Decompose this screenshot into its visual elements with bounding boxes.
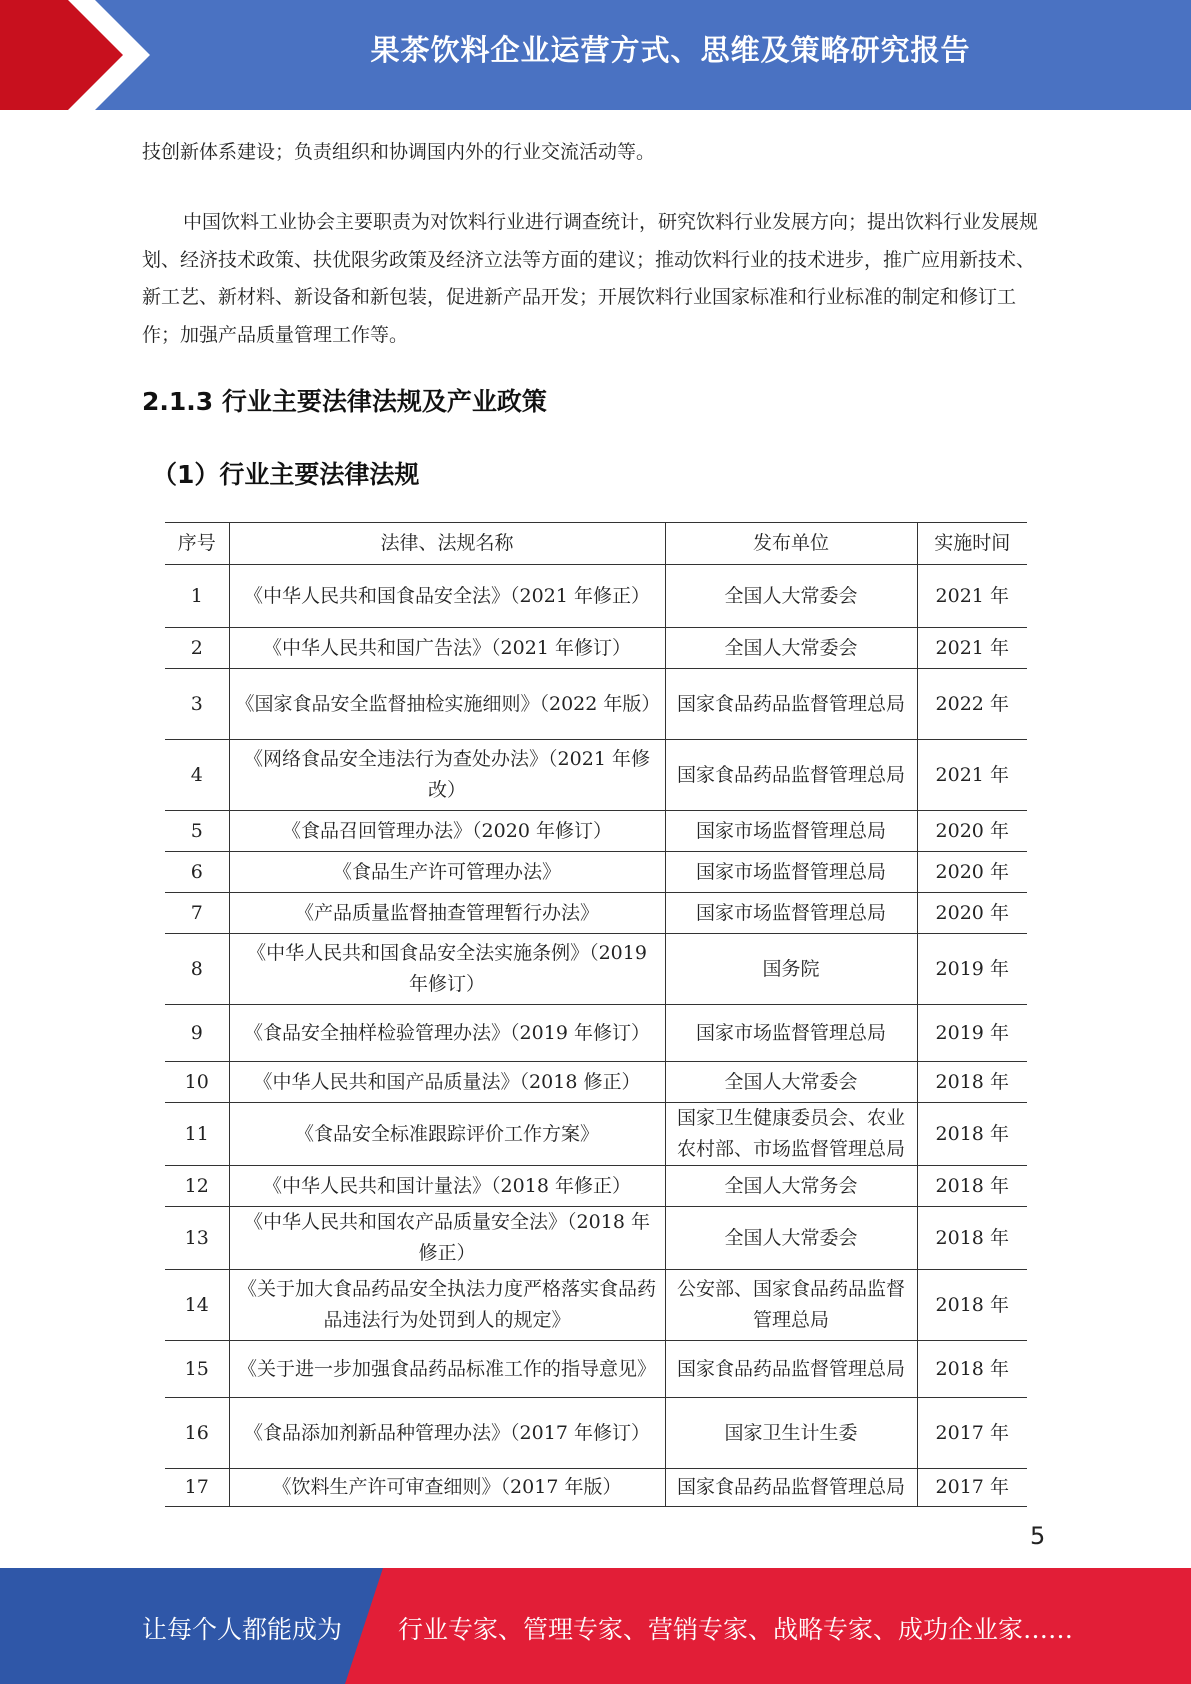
page-number: 5: [1030, 1522, 1046, 1550]
effective-date: 2020 年: [917, 852, 1027, 893]
law-name: 《中华人民共和国计量法》（2018 年修正）: [229, 1166, 665, 1207]
row-index: 15: [165, 1341, 229, 1398]
issuer: 国务院: [665, 934, 917, 1005]
law-name: 《国家食品安全监督抽检实施细则》（2022 年版）: [229, 669, 665, 740]
row-index: 4: [165, 740, 229, 811]
table-row: [165, 1341, 1027, 1398]
report-title: 果茶饮料企业运营方式、思维及策略研究报告: [370, 33, 971, 67]
issuer: 国家市场监督管理总局: [665, 811, 917, 852]
table-row: [165, 893, 1027, 934]
row-index: 9: [165, 1005, 229, 1062]
table-body: [165, 565, 1027, 1507]
laws-table-container: [165, 522, 1027, 1498]
row-index: 1: [165, 565, 229, 628]
column-header-effective-date: 实施时间: [917, 523, 1027, 565]
column-header-issuer: 发布单位: [665, 523, 917, 565]
row-index: 6: [165, 852, 229, 893]
table-row: [165, 1207, 1027, 1270]
table-row: [165, 565, 1027, 628]
effective-date: 2017 年: [917, 1469, 1027, 1507]
effective-date: 2018 年: [917, 1270, 1027, 1341]
issuer: 全国人大常务会: [665, 1166, 917, 1207]
table-row: [165, 852, 1027, 893]
subsection-heading: （1）行业主要法律法规: [152, 460, 420, 489]
law-name: 《食品安全标准跟踪评价工作方案》: [229, 1103, 665, 1166]
effective-date: 2021 年: [917, 740, 1027, 811]
effective-date: 2017 年: [917, 1398, 1027, 1469]
row-index: 12: [165, 1166, 229, 1207]
issuer: 国家市场监督管理总局: [665, 893, 917, 934]
column-header-index: 序号: [165, 523, 229, 565]
law-name: 《中华人民共和国农产品质量安全法》（2018 年修正）: [229, 1207, 665, 1270]
effective-date: 2018 年: [917, 1341, 1027, 1398]
law-name: 《中华人民共和国产品质量法》（2018 修正）: [229, 1062, 665, 1103]
row-index: 13: [165, 1207, 229, 1270]
column-header-law-name: 法律、法规名称: [229, 523, 665, 565]
table-row: [165, 1166, 1027, 1207]
table-row: [165, 1103, 1027, 1166]
issuer: 国家市场监督管理总局: [665, 1005, 917, 1062]
issuer: 国家食品药品监督管理总局: [665, 1469, 917, 1507]
table-row: [165, 934, 1027, 1005]
effective-date: 2018 年: [917, 1062, 1027, 1103]
table-header-row: [165, 523, 1027, 565]
laws-table: [165, 522, 1027, 1507]
law-name: 《食品安全抽样检验管理办法》（2019 年修订）: [229, 1005, 665, 1062]
row-index: 11: [165, 1103, 229, 1166]
table-row: [165, 1062, 1027, 1103]
law-name: 《食品生产许可管理办法》: [229, 852, 665, 893]
effective-date: 2019 年: [917, 934, 1027, 1005]
row-index: 10: [165, 1062, 229, 1103]
effective-date: 2021 年: [917, 628, 1027, 669]
effective-date: 2018 年: [917, 1207, 1027, 1270]
law-name: 《中华人民共和国食品安全法实施条例》（2019 年修订）: [229, 934, 665, 1005]
effective-date: 2021 年: [917, 565, 1027, 628]
section-heading: 2.1.3 行业主要法律法规及产业政策: [142, 387, 547, 416]
effective-date: 2020 年: [917, 811, 1027, 852]
footer-slogan-lead: 让每个人都能成为: [142, 1615, 343, 1644]
body-paragraph: 技创新体系建设；负责组织和协调国内外的行业交流活动等。: [142, 141, 656, 163]
issuer: 全国人大常委会: [665, 565, 917, 628]
law-name: 《食品添加剂新品种管理办法》（2017 年修订）: [229, 1398, 665, 1469]
effective-date: 2018 年: [917, 1166, 1027, 1207]
row-index: 2: [165, 628, 229, 669]
effective-date: 2018 年: [917, 1103, 1027, 1166]
law-name: 《中华人民共和国食品安全法》（2021 年修正）: [229, 565, 665, 628]
row-index: 7: [165, 893, 229, 934]
law-name: 《饮料生产许可审查细则》（2017 年版）: [229, 1469, 665, 1507]
row-index: 3: [165, 669, 229, 740]
body-paragraph: 中国饮料工业协会主要职责为对饮料行业进行调查统计，研究饮料行业发展方向；提出饮料行业发展规划、经济技术政策、扶优限劣政策及经济立法等方面的建议；推动饮料行业的技术进步，推广应用新技术、新工艺、新材料、新设备和新包装，促进新产品开发；开展饮料行业国家标准和行业标准的制定和修订工作；加强产品质量管理工作等。: [142, 211, 1039, 346]
law-name: 《中华人民共和国广告法》（2021 年修订）: [229, 628, 665, 669]
page-header: [0, 0, 1191, 110]
table-row: [165, 1398, 1027, 1469]
table-row: [165, 1469, 1027, 1507]
row-index: 17: [165, 1469, 229, 1507]
issuer: 国家市场监督管理总局: [665, 852, 917, 893]
issuer: 全国人大常委会: [665, 1207, 917, 1270]
footer-slogan-roles: 行业专家、管理专家、营销专家、战略专家、成功企业家……: [398, 1615, 1074, 1644]
table-row: [165, 740, 1027, 811]
issuer: 国家食品药品监督管理总局: [665, 1341, 917, 1398]
effective-date: 2019 年: [917, 1005, 1027, 1062]
issuer: 全国人大常委会: [665, 628, 917, 669]
issuer: 国家卫生健康委员会、农业农村部、市场监督管理总局: [665, 1103, 917, 1166]
effective-date: 2020 年: [917, 893, 1027, 934]
issuer: 全国人大常委会: [665, 1062, 917, 1103]
table-row: [165, 811, 1027, 852]
header-arrow-icon: [0, 0, 160, 110]
page-footer: [0, 1568, 1191, 1684]
issuer: 国家卫生计生委: [665, 1398, 917, 1469]
table-row: [165, 1270, 1027, 1341]
table-row: [165, 1005, 1027, 1062]
issuer: 国家食品药品监督管理总局: [665, 740, 917, 811]
table-row: [165, 628, 1027, 669]
law-name: 《关于进一步加强食品药品标准工作的指导意见》: [229, 1341, 665, 1398]
issuer: 国家食品药品监督管理总局: [665, 669, 917, 740]
effective-date: 2022 年: [917, 669, 1027, 740]
row-index: 8: [165, 934, 229, 1005]
law-name: 《关于加大食品药品安全执法力度严格落实食品药品违法行为处罚到人的规定》: [229, 1270, 665, 1341]
table-row: [165, 669, 1027, 740]
issuer: 公安部、国家食品药品监督管理总局: [665, 1270, 917, 1341]
row-index: 14: [165, 1270, 229, 1341]
law-name: 《产品质量监督抽查管理暂行办法》: [229, 893, 665, 934]
row-index: 16: [165, 1398, 229, 1469]
law-name: 《食品召回管理办法》（2020 年修订）: [229, 811, 665, 852]
law-name: 《网络食品安全违法行为查处办法》（2021 年修改）: [229, 740, 665, 811]
row-index: 5: [165, 811, 229, 852]
